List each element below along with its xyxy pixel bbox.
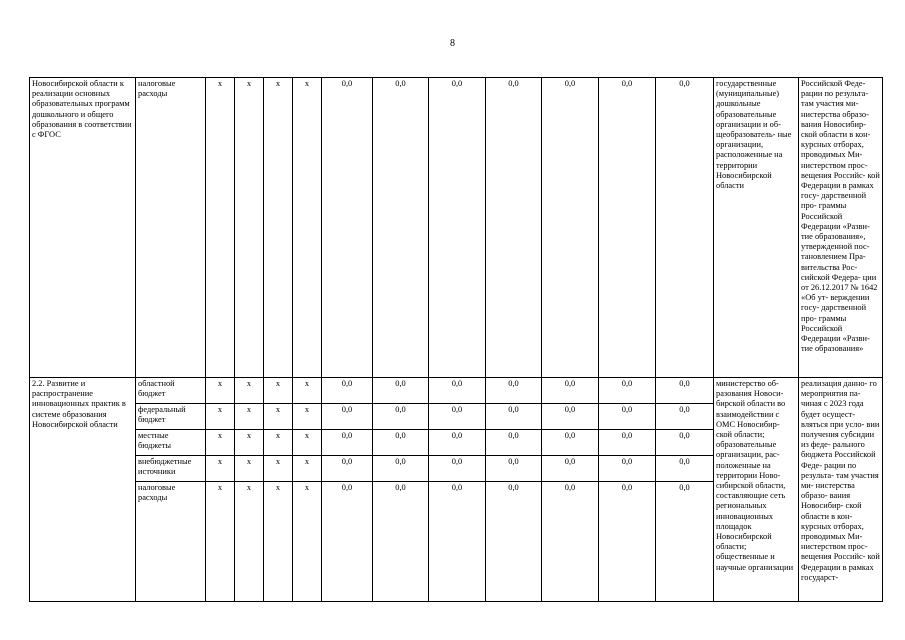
value-cell: 0,0 <box>542 456 599 482</box>
funding-source-cell: местные бюджеты <box>136 430 206 456</box>
mark-cell: x <box>206 78 235 378</box>
value-cell: 0,0 <box>599 482 656 602</box>
value-cell: 0,0 <box>599 78 656 378</box>
mark-cell: x <box>235 378 264 404</box>
mark-cell: x <box>206 456 235 482</box>
result-cell: Российской Феде- рации по результа- там участия ми- нистерства образо- вания Новосибир- ской области в кон- курсных отборах, проводимых Ми- нистерством прос- вещения Российс- кой Федерации в рамках госу- дарственной про- граммы Российской Федерации «Разви- тие образования», утвержденной пос- тановлением Пра- вительства Рос- сийской Федера- ции от 26.12.2017 № 1642 «Об ут- верждении госу- дарственной про- граммы Российской Федерации «Разви- тие образования» <box>799 78 883 378</box>
mark-cell: x <box>264 404 293 430</box>
value-cell: 0,0 <box>542 378 599 404</box>
mark-cell: x <box>235 456 264 482</box>
mark-cell: x <box>293 378 322 404</box>
value-cell: 0,0 <box>373 430 429 456</box>
mark-cell: x <box>264 378 293 404</box>
value-cell: 0,0 <box>429 78 486 378</box>
value-cell: 0,0 <box>542 78 599 378</box>
mark-cell: x <box>264 482 293 602</box>
mark-cell: x <box>235 78 264 378</box>
page-number: 8 <box>450 38 455 49</box>
value-cell: 0,0 <box>599 456 656 482</box>
value-cell: 0,0 <box>322 378 373 404</box>
value-cell: 0,0 <box>656 78 714 378</box>
value-cell: 0,0 <box>373 482 429 602</box>
value-cell: 0,0 <box>322 78 373 378</box>
mark-cell: x <box>235 430 264 456</box>
table-row <box>30 378 883 404</box>
mark-cell: x <box>206 430 235 456</box>
value-cell: 0,0 <box>656 456 714 482</box>
value-cell: 0,0 <box>542 482 599 602</box>
funding-source-cell: внебюджетные источники <box>136 456 206 482</box>
value-cell: 0,0 <box>429 430 486 456</box>
value-cell: 0,0 <box>542 404 599 430</box>
value-cell: 0,0 <box>599 430 656 456</box>
value-cell: 0,0 <box>322 404 373 430</box>
value-cell: 0,0 <box>486 482 542 602</box>
executor-cell: государственные (муниципальные) дошкольные образовательные организации и об- щеобразователь- ные организации, расположенные на территории Новосибирской области <box>714 78 799 378</box>
value-cell: 0,0 <box>486 78 542 378</box>
value-cell: 0,0 <box>486 404 542 430</box>
executor-cell: министерство об- разования Новоси- бирской области во взаимодействии с ОМС Новосибир- ской области; образовательные организации, рас- положенные на территории Ново- сибирской области, составляющие сеть региональных инновационных площадок Новосибирской области; общественные и научные организации <box>714 378 799 602</box>
value-cell: 0,0 <box>429 482 486 602</box>
value-cell: 0,0 <box>429 378 486 404</box>
value-cell: 0,0 <box>542 430 599 456</box>
funding-source-cell: областной бюджет <box>136 378 206 404</box>
funding-source-cell: налоговые расходы <box>136 78 206 378</box>
program-table <box>29 77 883 602</box>
mark-cell: x <box>293 456 322 482</box>
funding-source-cell: налоговые расходы <box>136 482 206 602</box>
mark-cell: x <box>206 378 235 404</box>
table-row <box>30 78 883 378</box>
mark-cell: x <box>293 404 322 430</box>
value-cell: 0,0 <box>322 430 373 456</box>
value-cell: 0,0 <box>429 404 486 430</box>
mark-cell: x <box>206 482 235 602</box>
mark-cell: x <box>293 482 322 602</box>
funding-source-cell: федеральный бюджет <box>136 404 206 430</box>
value-cell: 0,0 <box>599 378 656 404</box>
measure-name-cell: 2.2. Развитие и распространение инновационных практик в системе образования Новосибирской области <box>30 378 136 602</box>
mark-cell: x <box>264 430 293 456</box>
value-cell: 0,0 <box>486 456 542 482</box>
mark-cell: x <box>235 404 264 430</box>
value-cell: 0,0 <box>322 482 373 602</box>
measure-name-cell: Новосибирской области к реализации основных образовательных программ дошкольного и общего образования в соответствии с ФГОС <box>30 78 136 378</box>
value-cell: 0,0 <box>373 78 429 378</box>
value-cell: 0,0 <box>656 430 714 456</box>
value-cell: 0,0 <box>429 456 486 482</box>
mark-cell: x <box>293 430 322 456</box>
value-cell: 0,0 <box>656 404 714 430</box>
value-cell: 0,0 <box>373 404 429 430</box>
mark-cell: x <box>293 78 322 378</box>
mark-cell: x <box>264 78 293 378</box>
value-cell: 0,0 <box>486 378 542 404</box>
value-cell: 0,0 <box>599 404 656 430</box>
result-cell: реализация данно- го мероприятия па- чиная с 2023 года будет осущест- вляться при усло- вии получения субсидии из феде- рального бюджета Российской Феде- рации по результа- там участия ми- нистерства образо- вания Новосибир- ской области в кон- курсных отборах, проводимых Ми- нистерством прос- вещения Российс- кой Федерации в рамках государст- <box>799 378 883 602</box>
value-cell: 0,0 <box>373 456 429 482</box>
value-cell: 0,0 <box>373 378 429 404</box>
mark-cell: x <box>206 404 235 430</box>
value-cell: 0,0 <box>656 482 714 602</box>
mark-cell: x <box>235 482 264 602</box>
value-cell: 0,0 <box>322 456 373 482</box>
value-cell: 0,0 <box>656 378 714 404</box>
mark-cell: x <box>264 456 293 482</box>
value-cell: 0,0 <box>486 430 542 456</box>
